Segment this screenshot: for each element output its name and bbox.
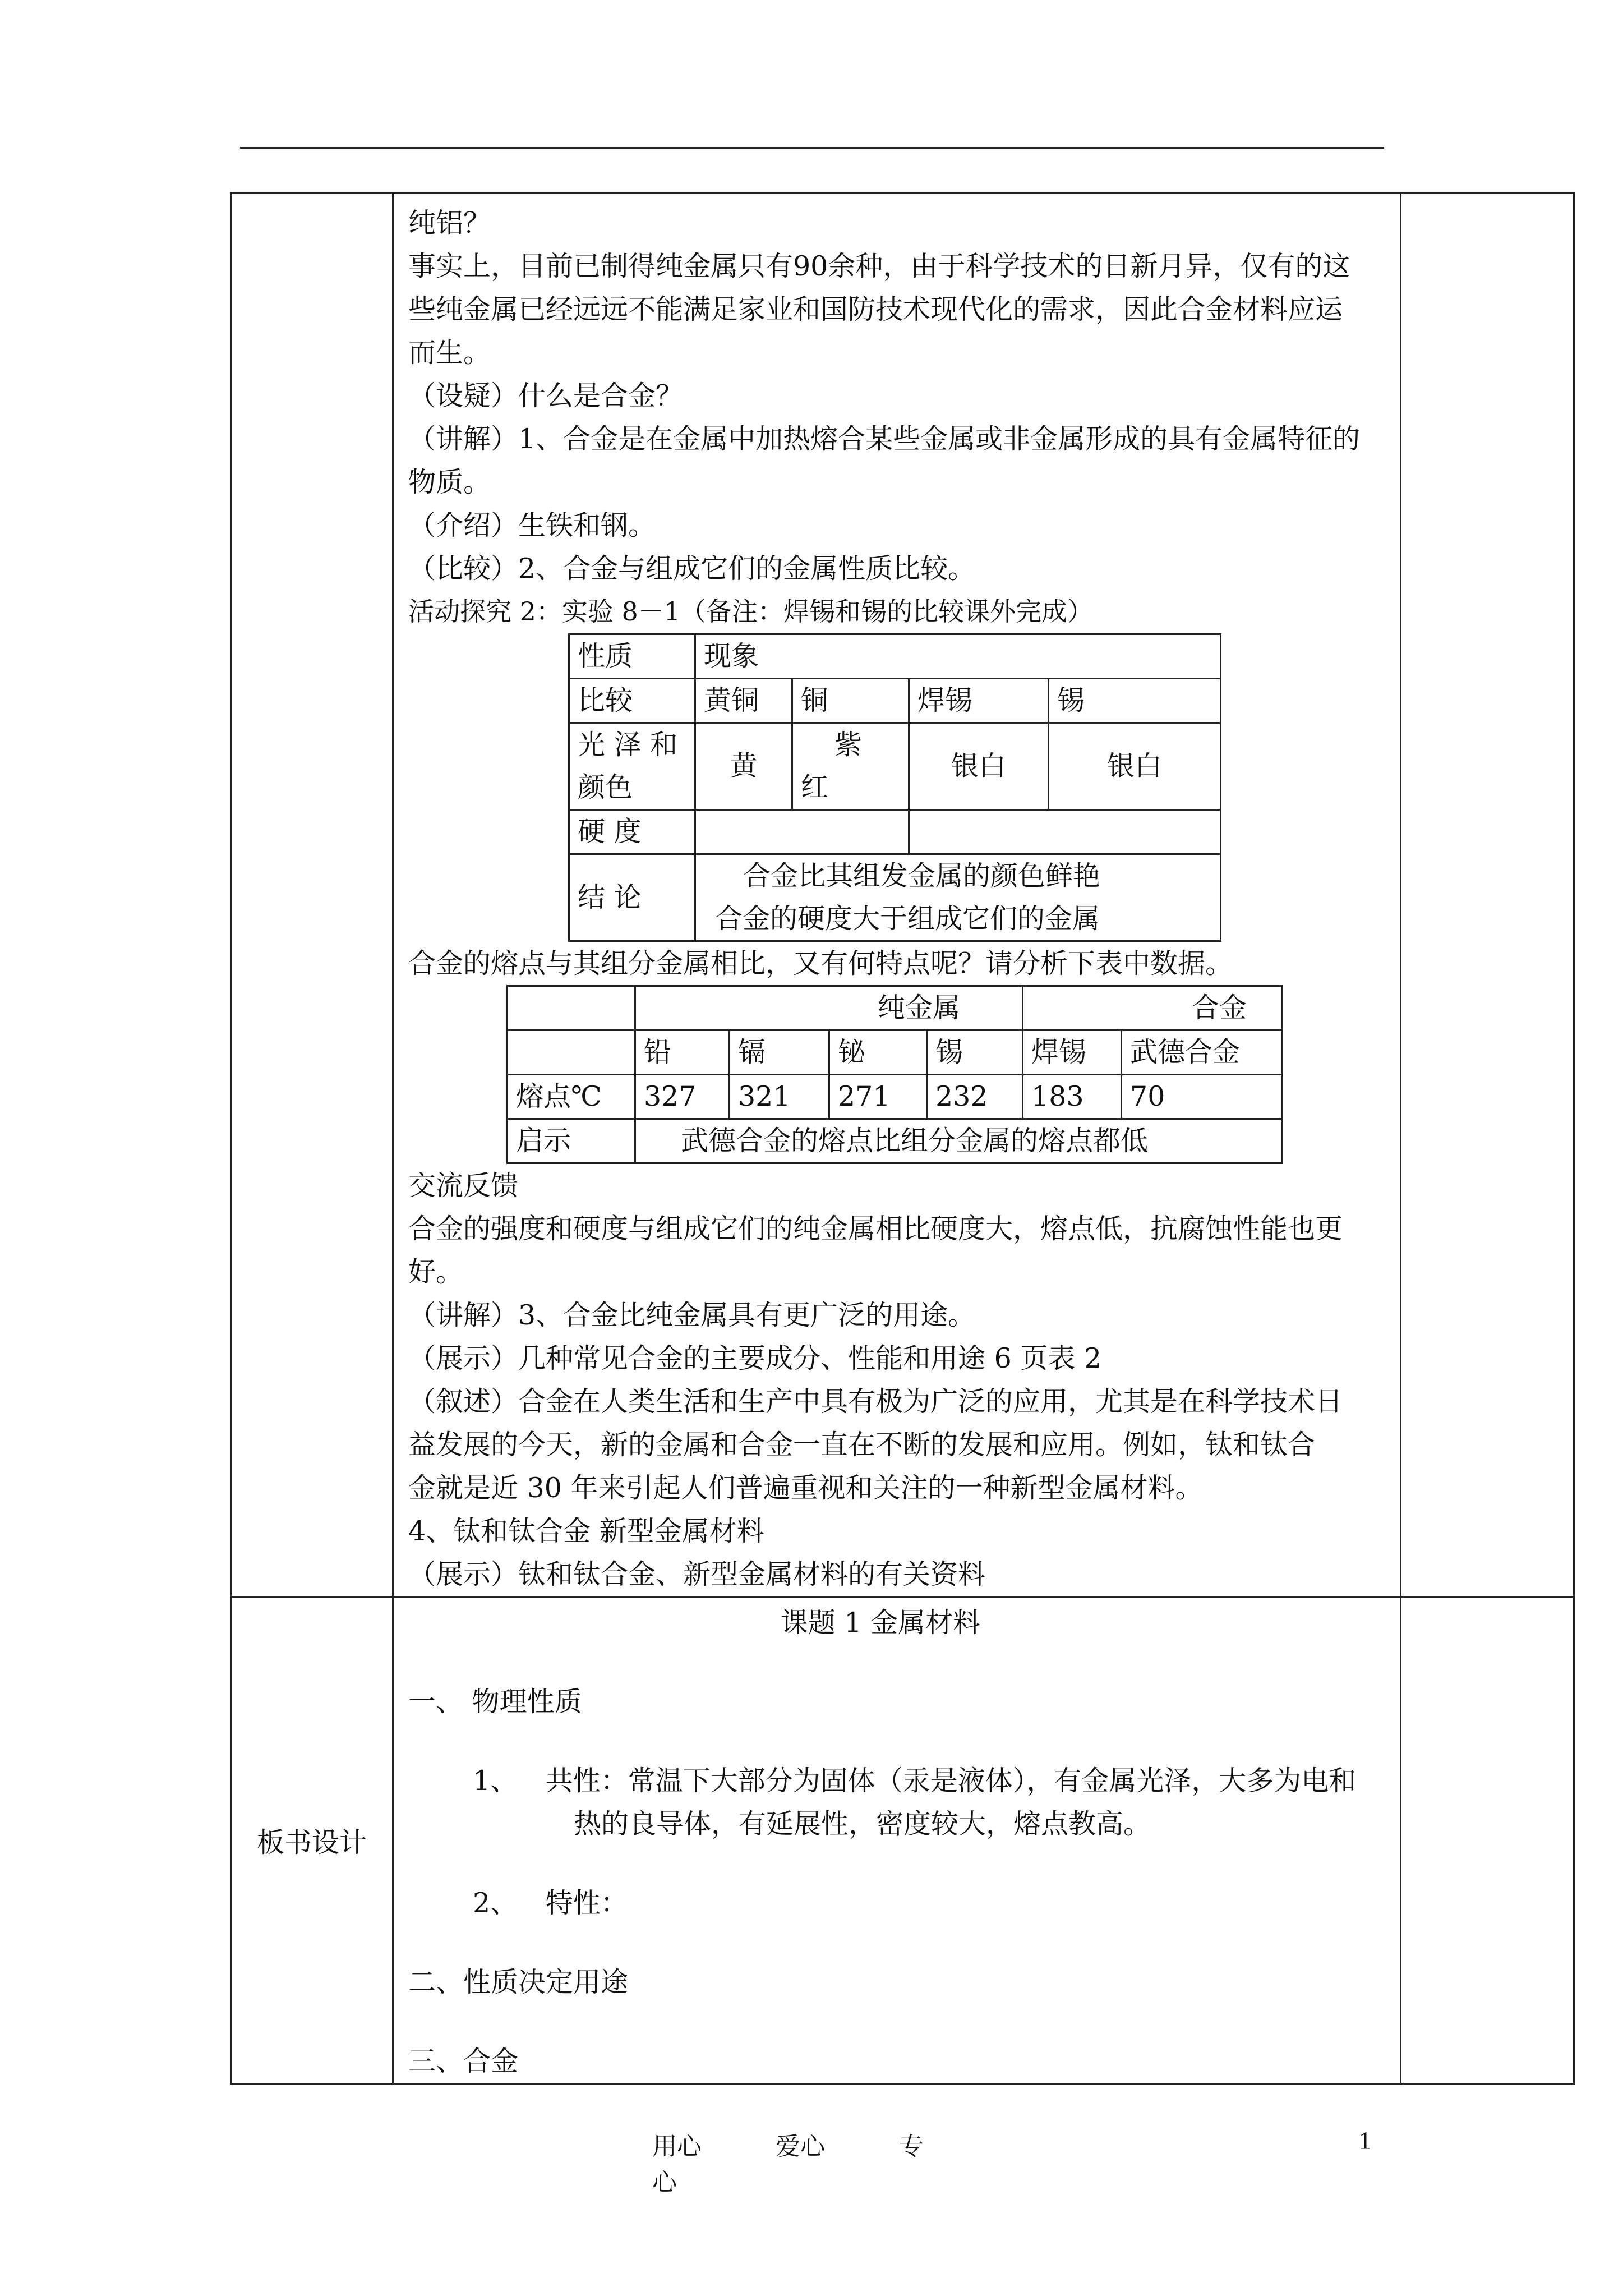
melt-lead: 327 [635,1075,730,1119]
hint-label: 启示 [508,1119,635,1163]
gloss-label-1: 光 泽 和 [578,729,678,761]
melt-cadmium: 321 [730,1075,829,1119]
metal-bismuth: 铋 [829,1030,927,1075]
content-line: （展示）钛和钛合金、新型金属材料的有关资料 [408,1558,986,1590]
footer-motto: 用心 [652,2132,702,2161]
melt-tin: 232 [927,1075,1023,1119]
board-item-1-1-cont: 热的良导体，有延展性，密度较大，熔点教高。 [574,1808,1151,1840]
row-label-gloss [569,723,695,810]
row-label-hardness: 硬 度 [569,810,695,854]
content-line: （叙述）合金在人类生活和生产中具有极为广泛的应用，尤其是在科学技术日 [408,1386,1343,1418]
content-line: 事实上，目前已制得纯金属只有90余种，由于科学技术的日新月异，仅有的这 [408,250,1350,282]
content-line: 益发展的今天，新的金属和合金一直在不断的发展和应用。例如，钛和钛合 [408,1429,1316,1461]
gloss-label-2: 颜色 [578,771,633,803]
page-number: 1 [1359,2127,1371,2154]
gloss-copper-2: 红 [801,771,829,803]
header-phenomenon: 现象 [695,634,1221,679]
comparison-table [568,633,1221,942]
melting-point-label: 熔点℃ [508,1075,635,1119]
melting-point-table [506,985,1283,1164]
board-item-1: 一、 物理性质 [408,1686,582,1718]
board-item-1-2-text: 特性： [545,1887,628,1919]
metal-solder: 焊锡 [1023,1030,1122,1075]
col-tin: 锡 [1049,679,1221,723]
col-copper: 铜 [792,679,909,723]
group-alloy: 合金 [1023,986,1283,1030]
footer-mottos [652,2126,933,2198]
board-design-cell [393,1597,1401,2084]
content-line: （设疑）什么是合金？ [408,380,684,412]
gloss-solder: 银白 [909,723,1049,810]
board-right-cell [1401,1597,1574,2084]
content-line: 些纯金属已经远远不能满足家业和国防技术现代化的需求，因此合金材料应运 [408,293,1343,325]
content-line: 交流反馈 [408,1170,519,1202]
content-line: 金就是近 30 年来引起人们普遍重视和关注的一种新型金属材料。 [408,1472,1203,1504]
board-title: 课题 1 金属材料 [780,1607,981,1639]
board-item-2: 二、性质决定用途 [408,1966,629,1998]
content-line: （比较）2、合金与组成它们的金属性质比较。 [408,553,976,585]
melting-question: 合金的熔点与其组分金属相比，又有何特点呢？请分析下表中数据。 [408,947,1233,979]
content-line: 好。 [408,1256,464,1288]
footer-motto: 专心 [652,2132,924,2197]
content-line: 纯铝？ [408,207,491,239]
corner-cell [508,986,635,1030]
col-solder: 焊锡 [909,679,1049,723]
content-line: 4、钛和钛合金 新型金属材料 [408,1515,764,1547]
conclusion-2: 合金的硬度大于组成它们的金属 [715,903,1100,935]
metal-cadmium: 镉 [730,1030,829,1075]
content-line: （讲解）3、合金比纯金属具有更广泛的用途。 [408,1299,976,1331]
row-label-compare: 比较 [569,679,695,723]
melt-solder: 183 [1023,1075,1122,1119]
content-cell [393,193,1401,1597]
board-item-1-1 [408,1759,1386,1802]
melt-bismuth: 271 [829,1075,927,1119]
metal-wood-alloy: 武德合金 [1122,1030,1283,1075]
content-body [394,194,1400,1596]
gloss-copper-1: 紫 [834,729,863,761]
gloss-copper [792,723,909,810]
gloss-tin: 银白 [1049,723,1221,810]
content-line: （展示）几种常见合金的主要成分、性能和用途 6 页表 2 [408,1342,1102,1374]
board-design-label: 板书设计 [231,1597,393,2084]
activity-line: 活动探究 2：实验 8－1（备注：焊锡和锡的比较课外完成） [408,596,1094,627]
board-item-1-2-num: 2、 [473,1887,518,1919]
melt-wood-alloy: 70 [1122,1075,1283,1119]
board-item-1-1-text: 共性：常温下大部分为固体（汞是液体），有金属光泽，大多为电和 [545,1765,1357,1797]
board-design-body [394,1598,1400,2083]
header-property: 性质 [569,634,695,679]
conclusion-1: 合金比其组发金属的颜色鲜艳 [743,860,1101,892]
hint-text: 武德合金的熔点比组分金属的熔点都低 [635,1119,1283,1163]
board-item-3: 三、合金 [408,2045,519,2077]
hardness-cell-1 [695,810,909,854]
row-label-conclusion: 结 论 [569,854,695,941]
board-item-1-1-num: 1、 [473,1765,518,1797]
metal-lead: 铅 [635,1030,730,1075]
footer-motto: 爱心 [776,2132,825,2161]
content-line: 而生。 [408,337,491,369]
left-empty-cell [231,193,393,1597]
content-line: 物质。 [408,466,491,498]
content-line: 合金的强度和硬度与组成它们的纯金属相比硬度大，熔点低，抗腐蚀性能也更 [408,1213,1343,1245]
content-line: （介绍）生铁和钢。 [408,509,656,541]
conclusion-cell [695,854,1221,941]
lesson-plan-table [230,192,1575,2085]
header-rule [240,147,1384,149]
right-empty-cell [1401,193,1574,1597]
group-pure-metal: 纯金属 [635,986,1023,1030]
metal-tin: 锡 [927,1030,1023,1075]
board-item-1-2 [408,1881,1386,1925]
hardness-cell-2 [909,810,1221,854]
gloss-brass: 黄 [695,723,792,810]
blank-label-cell [508,1030,635,1075]
content-line: （讲解）1、合金是在金属中加热熔合某些金属或非金属形成的具有金属特征的 [408,423,1361,455]
col-brass: 黄铜 [695,679,792,723]
